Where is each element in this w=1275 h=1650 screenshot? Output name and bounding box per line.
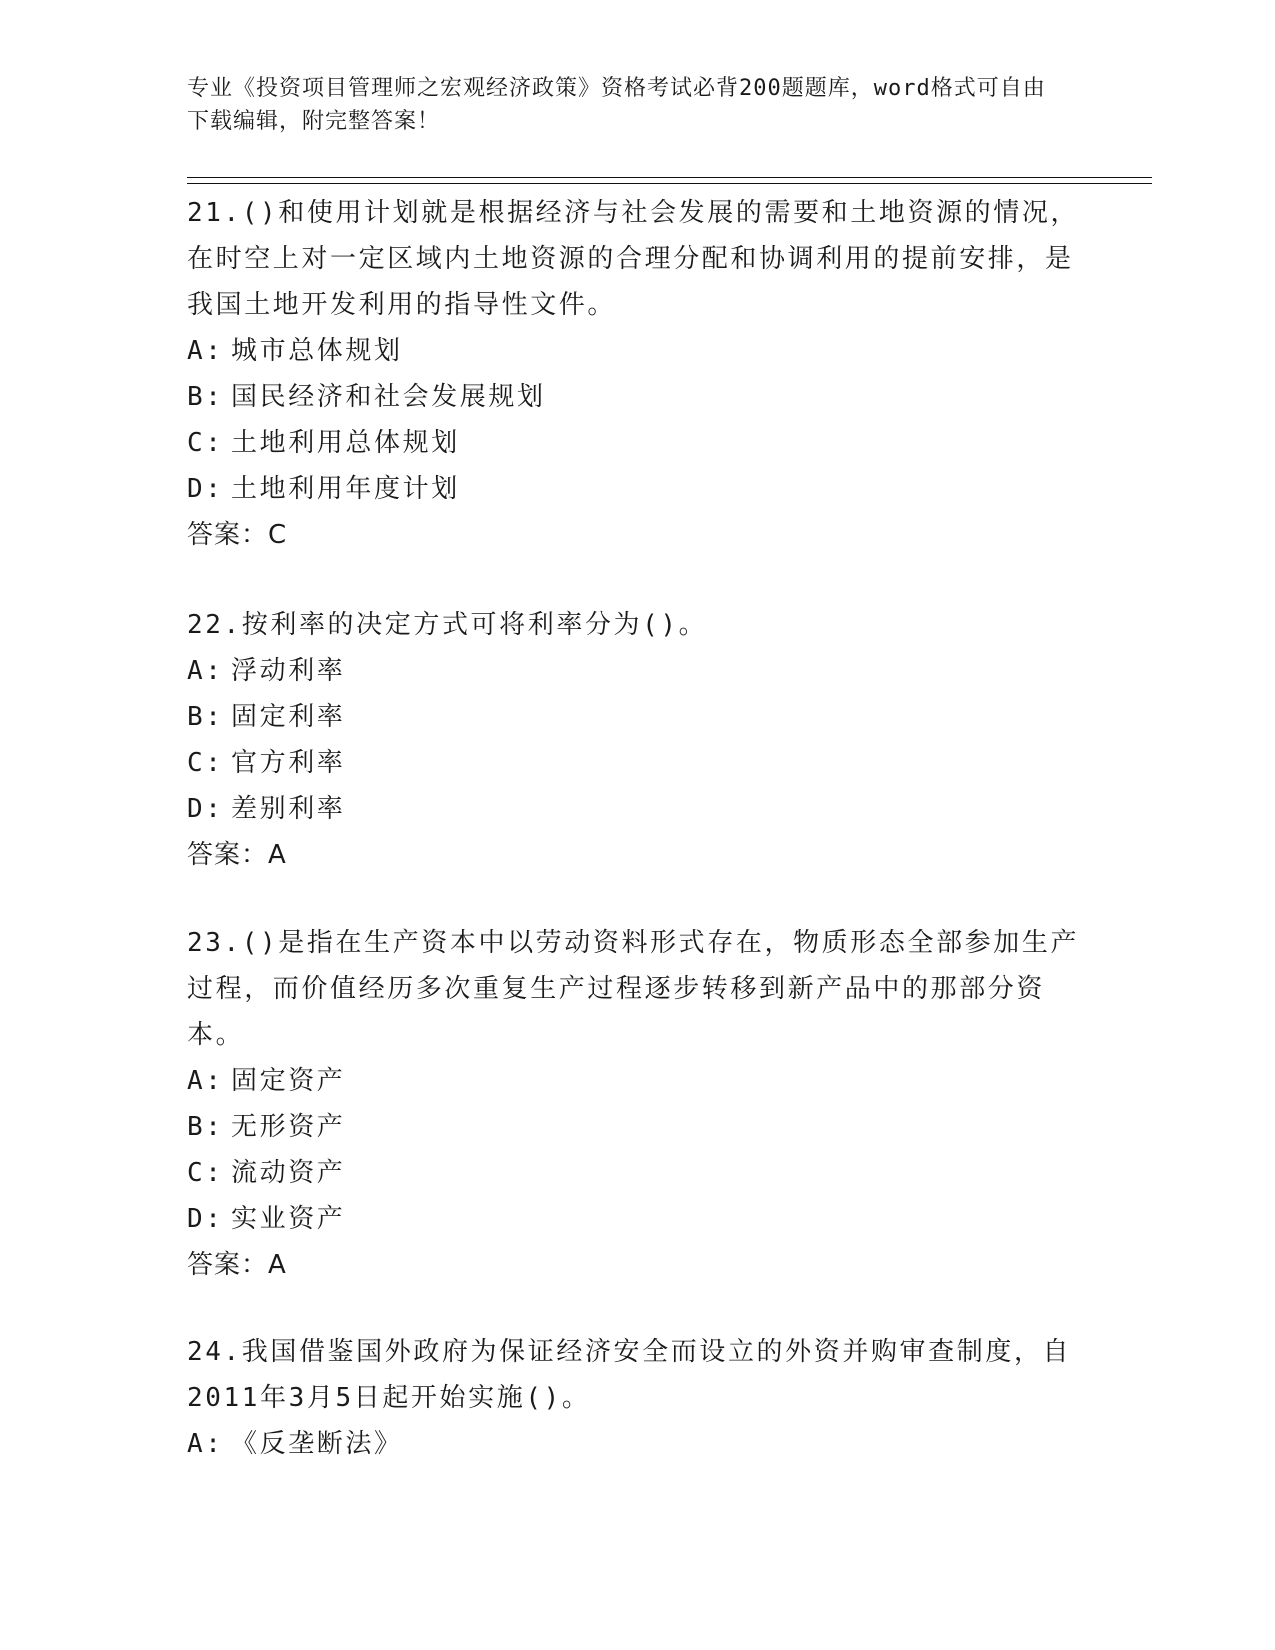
header-divider-top (187, 177, 1152, 178)
option-text: 无形资产 (231, 1112, 346, 1142)
option-text: 官方利率 (231, 748, 346, 778)
question-24 (187, 1329, 1087, 1467)
answer: 答案：A (187, 840, 287, 870)
question-text: 23.()是指在生产资本中以劳动资料形式存在，物质形态全部参加生产过程，而价值经历多次重复生产过程逐步转移到新产品中的那部分资本。 (187, 928, 1080, 1050)
option-text: 《反垄断法》 (231, 1429, 403, 1459)
question-21 (187, 190, 1087, 558)
option-key: A: (187, 1429, 224, 1459)
question-text: 24.我国借鉴国外政府为保证经济安全而设立的外资并购审查制度，自2011年3月5日起开始实施()。 (187, 1337, 1072, 1413)
option-text: 固定利率 (231, 702, 346, 732)
option-d (187, 466, 1087, 512)
option-key: A: (187, 1066, 224, 1096)
question-text: 21.()和使用计划就是根据经济与社会发展的需要和土地资源的情况，在时空上对一定区域内土地资源的合理分配和协调利用的提前安排，是我国土地开发利用的指导性文件。 (187, 198, 1080, 320)
option-a (187, 1058, 1087, 1104)
option-key: B: (187, 382, 224, 412)
option-text: 实业资产 (231, 1204, 346, 1234)
option-key: C: (187, 748, 224, 778)
option-key: A: (187, 656, 224, 686)
option-c (187, 420, 1087, 466)
question-22 (187, 602, 1087, 878)
answer: 答案：C (187, 520, 288, 550)
option-b (187, 374, 1087, 420)
header-divider-bottom (187, 183, 1152, 184)
option-text: 浮动利率 (231, 656, 346, 686)
option-text: 国民经济和社会发展规划 (231, 382, 546, 412)
option-a (187, 328, 1087, 374)
option-key: D: (187, 1204, 224, 1234)
option-d (187, 1196, 1087, 1242)
option-key: B: (187, 702, 224, 732)
option-key: C: (187, 428, 224, 458)
option-c (187, 1150, 1087, 1196)
option-text: 土地利用年度计划 (231, 474, 460, 504)
option-key: D: (187, 474, 224, 504)
option-key: D: (187, 794, 224, 824)
option-key: C: (187, 1158, 224, 1188)
question-text: 22.按利率的决定方式可将利率分为()。 (187, 610, 708, 640)
option-b (187, 1104, 1087, 1150)
option-a (187, 1421, 1087, 1467)
option-c (187, 740, 1087, 786)
answer: 答案：A (187, 1250, 287, 1280)
option-key: A: (187, 336, 224, 366)
option-key: B: (187, 1112, 224, 1142)
header-title: 专业《投资项目管理师之宏观经济政策》资格考试必背200题题库，word格式可自由下载编辑，附完整答案！ (187, 76, 1046, 134)
question-23 (187, 920, 1087, 1288)
option-text: 土地利用总体规划 (231, 428, 460, 458)
option-text: 城市总体规划 (231, 336, 403, 366)
option-a (187, 648, 1087, 694)
option-b (187, 694, 1087, 740)
option-d (187, 786, 1087, 832)
option-text: 固定资产 (231, 1066, 346, 1096)
document-header (187, 72, 1067, 138)
option-text: 差别利率 (231, 794, 346, 824)
option-text: 流动资产 (231, 1158, 346, 1188)
